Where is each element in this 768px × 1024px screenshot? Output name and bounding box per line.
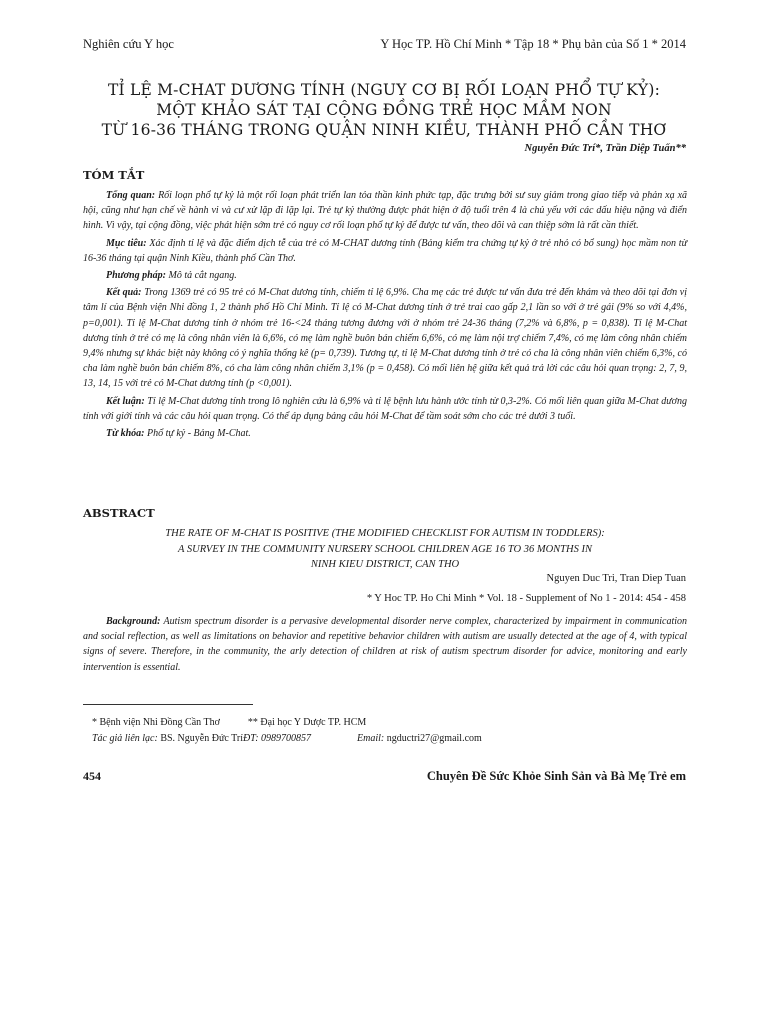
keywords-paragraph [83, 426, 687, 441]
method-text: Mô tả cắt ngang. [168, 270, 237, 282]
citation-line: * Y Hoc TP. Ho Chi Minh * Vol. 18 - Supplement of No 1 - 2014: 454 - 458 [366, 593, 686, 604]
results-paragraph [83, 285, 687, 391]
contact-label: Tác giả liên lạc: [92, 733, 158, 744]
results-text: Trong 1369 trẻ có 95 trẻ có M-Chat dương tính, chiếm tỉ lệ 6,9%. Cha mẹ các trẻ được tư vấn đưa trẻ đến khám và theo dõi tại đơn vị tâm lí của Bệnh viện Nhi đồng 1, 2 thành phố Hồ Chí Minh. Tỉ lệ có M-Chat dương tính ở trẻ trai cao gấp 2,1 lần so với ở trẻ gái (9% so với 4,4%, p=0,001). Tỉ lệ M-Chat dương tính ở nhóm trẻ 16-<24 tháng tương đương với ở nhóm trẻ 24-36 tháng (7,2% và 6,8%, p = 0,838). Tỉ lệ M-Chat dương tính ở trẻ có mẹ là công nhân viên là 6,6%, có mẹ làm nghề buôn bán chiếm 6,6%, có mẹ làm nội trợ chiếm 7,4%, có mẹ làm công nhân chiếm 9,4% nhưng sự khác biệt này không có ý nghĩa thống kê (p= 0,739). Tương tự, tỉ lệ M-Chat dương tính ở trẻ có cha là công nhân viên chiếm 6,3%, có cha làm nghề buôn bán chiếm 8%, có cha làm công nhân chiếm 3,1% (p = 0,458). Có mối liên hệ giữa kết quả trả lời các câu hỏi quan trọng: 2, 7, 9, 13, 14, 15 với trẻ có M-Chat dương tính (p <0,001). [83, 287, 688, 390]
conclusion-paragraph [83, 394, 687, 424]
conclusion-label: Kết luận: [106, 395, 145, 407]
background-text: Autism spectrum disorder is a pervasive developmental disorder nerve complex, characterized by impairment in communication and social reflection, as well as limitations on behavior and repetitive behavior children with autism are usually detected at the age of 4, with typical signs of severe. Therefore, in the community, the arly detection of children at risk of autism spectrum disorder for advice, monitoring and early intervention is essential. [83, 616, 688, 673]
english-title [83, 526, 687, 573]
footnote-divider [83, 704, 253, 705]
objective-label: Mục tiêu: [106, 237, 147, 249]
abstract-heading: ABSTRACT [83, 506, 155, 520]
english-author-list: Nguyen Duc Tri, Tran Diep Tuan [546, 573, 686, 584]
article-title [70, 80, 698, 140]
footer-section-title: Chuyên Đề Sức Khỏe Sinh Sản và Bà Mẹ Trẻ em [426, 769, 686, 783]
email-label: Email: [357, 733, 385, 744]
overview-paragraph [83, 188, 687, 234]
english-title-line-3: NINH KIEU DISTRICT, CAN THO [310, 559, 460, 570]
background-label: Background: [106, 616, 161, 627]
contact-footnote [92, 733, 482, 744]
objective-paragraph [83, 236, 687, 266]
keywords-text: Phổ tự kỷ - Bảng M-Chat. [147, 428, 251, 440]
abstract-body [83, 614, 687, 677]
english-title-line-1: THE RATE OF M-CHAT IS POSITIVE (THE MODIFIED CHECKLIST FOR AUTISM IN TODDLERS): [165, 528, 605, 539]
title-line-2: MỘT KHẢO SÁT TẠI CỘNG ĐỒNG TRẺ HỌC MẦM NON [156, 101, 612, 119]
background-paragraph [83, 614, 687, 675]
summary-body [83, 188, 687, 443]
objective-text: Xác định tỉ lệ và đặc điểm dịch tễ của trẻ có M-CHAT dương tính (Bảng kiểm tra chứng tự kỷ ở trẻ nhỏ có bổ sung) học mầm non từ 16-36 tháng tại quận Ninh Kiều, thành phố Cần Thơ. [83, 237, 688, 264]
author-list: Nguyễn Đức Trí*, Trần Diệp Tuấn** [524, 143, 686, 154]
affiliation-1: * Bệnh viện Nhi Đồng Cần Thơ [92, 717, 220, 728]
running-header-journal: Y Học TP. Hồ Chí Minh * Tập 18 * Phụ bản của Số 1 * 2014 [380, 37, 686, 51]
results-label: Kết quả: [106, 287, 142, 299]
overview-text: Rối loạn phổ tự kỷ là một rối loạn phát triển lan tỏa thần kinh phức tạp, đặc trưng bởi sư suy giảm trong giao tiếp và phản xạ xã hội, cũng như hạn chế về hành vi và cư xử lặp đi lặp lại. Trẻ tự kỷ thường được phát hiện ở độ tuổi trên 4 là chủ yếu với các dấu hiệu nặng và điển hình. Vì vậy, tại cộng đồng, việc phát hiện sớm trẻ có nguy cơ rối loạn phổ tự kỷ để được tư vấn, theo dõi và can thiệp sớm là rất cần thiết. [83, 190, 688, 232]
running-header-section: Nghiên cứu Y học [83, 37, 174, 51]
page-number: 454 [83, 769, 101, 783]
affiliation-2: ** Đại học Y Dược TP. HCM [247, 717, 367, 728]
keywords-label: Từ khóa: [106, 428, 145, 440]
overview-label: Tổng quan: [106, 190, 156, 201]
title-line-3: TỪ 16-36 THÁNG TRONG QUẬN NINH KIỀU, THÀNH PHỐ CẦN THƠ [101, 121, 667, 139]
method-label: Phương pháp: [106, 270, 166, 282]
contact-phone: ĐT: 0989700857 [242, 733, 312, 744]
affiliation-footnote [92, 717, 366, 728]
english-title-line-2: A SURVEY IN THE COMMUNITY NURSERY SCHOOL CHILDREN AGE 16 TO 36 MONTHS IN [178, 543, 592, 555]
contact-name: BS. Nguyễn Đức Trí [160, 733, 243, 744]
summary-heading: TÓM TẮT [83, 168, 145, 182]
contact-email[interactable]: ngductri27@gmail.com [386, 733, 482, 744]
method-paragraph [83, 268, 687, 283]
title-line-1: TỈ LỆ M-CHAT DƯƠNG TÍNH (NGUY CƠ BỊ RỐI LOẠN PHỔ TỰ KỶ): [107, 81, 660, 99]
conclusion-text: Tỉ lệ M-Chat dương tính trong lô nghiên cứu là 6,9% và tỉ lệ bệnh lưu hành ước tính từ 0,3-2%. Có mối liên quan giữa M-Chat dương tính với giới tính và các câu hỏi quan trọng. Có thể áp dụng bảng câu hỏi M-Chat để tầm soát sớm cho các trẻ dưới 3 tuổi. [83, 395, 687, 422]
